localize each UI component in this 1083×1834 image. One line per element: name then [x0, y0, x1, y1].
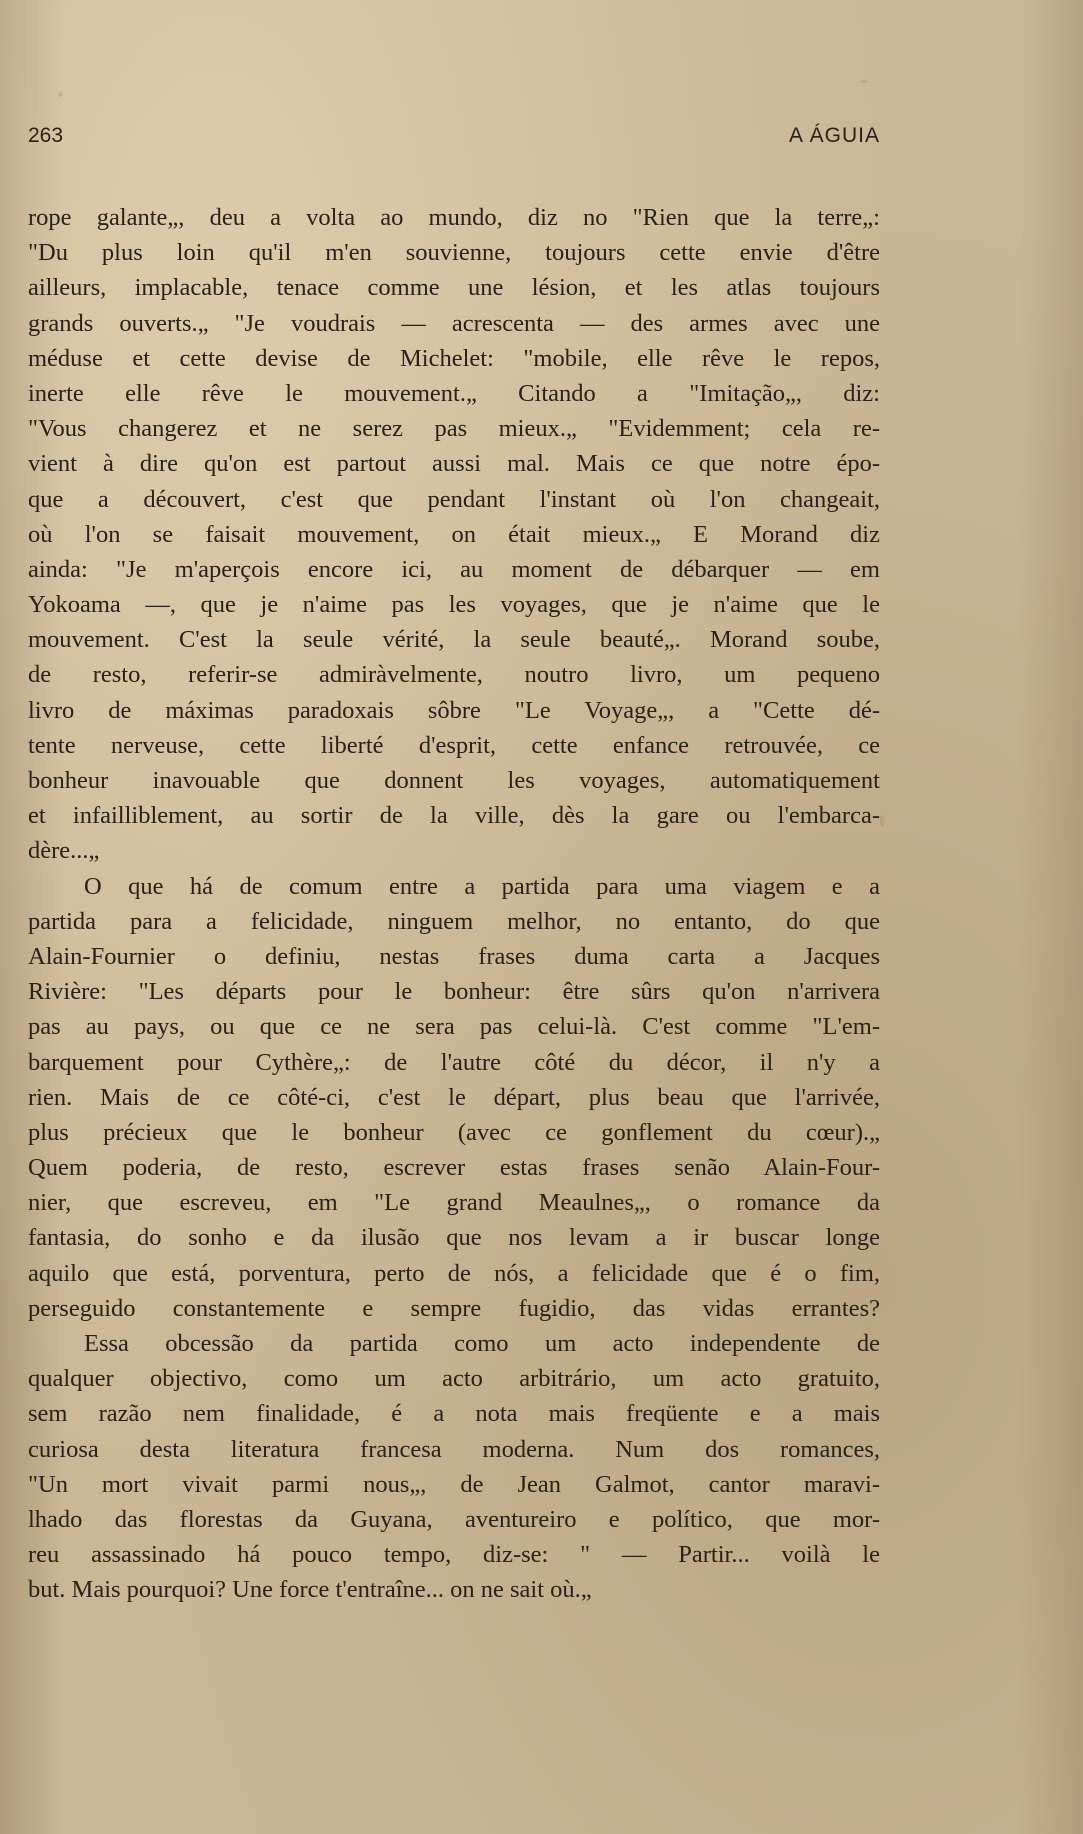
text-line: tente nerveuse, cette liberté d'esprit, cette enfance retrouvée, ce [28, 731, 880, 759]
text-line: rien. Mais de ce côté-ci, c'est le départ, plus beau que l'arrivée, [28, 1083, 880, 1111]
text-line: que a découvert, c'est que pendant l'instant où l'on changeait, [28, 485, 880, 513]
text-line: Rivière: "Les départs pour le bonheur: être sûrs qu'on n'arrivera [28, 978, 880, 1006]
paper-stain [58, 92, 63, 97]
text-line: "Un mort vivait parmi nous„, de Jean Galmot, cantor maravi- [28, 1470, 880, 1498]
text-line: "Du plus loin qu'il m'en souvienne, toujours cette envie d'être [28, 239, 880, 267]
text-line: dère...„ [28, 837, 100, 865]
text-line: rope galante„, deu a volta ao mundo, diz no "Rien que la terre„: [28, 204, 880, 231]
text-line: vient à dire qu'on est partout aussi mal. Mais ce que notre épo- [28, 450, 880, 478]
text-line: grands ouverts.„ "Je voudrais — acrescenta — des armes avec une [28, 309, 880, 337]
text-line: partida para a felicidade, ninguem melhor, no entanto, do que [28, 907, 880, 935]
text-line: sem razão nem finalidade, é a nota mais freqüente e a mais [28, 1400, 880, 1428]
text-line: "Vous changerez et ne serez pas mieux.„ "Evidemment; cela re- [28, 415, 880, 443]
text-line: but. Mais pourquoi? Une force t'entraîne... on ne sait où.„ [28, 1576, 592, 1604]
text-line: curiosa desta literatura francesa moderna. Num dos romances, [28, 1435, 880, 1463]
text-line: ainda: "Je m'aperçois encore ici, au moment de débarquer — em [28, 555, 880, 583]
text-line: O que há de comum entre a partida para uma viagem e a [84, 872, 880, 900]
body-text [28, 200, 880, 1608]
paper-stain [880, 815, 884, 827]
text-line: et infailliblement, au sortir de la ville, dès la gare ou l'embarca- [28, 802, 880, 830]
text-line: plus précieux que le bonheur (avec ce gonflement du cœur).„ [28, 1118, 880, 1146]
text-line: perseguido constantemente e sempre fugidio, das vidas errantes? [28, 1294, 880, 1322]
text-line: inerte elle rêve le mouvement.„ Citando a "Imitação„, diz: [28, 379, 880, 407]
paper-stain [860, 80, 868, 83]
text-line: de resto, referir-se admiràvelmente, noutro livro, um pequeno [28, 661, 880, 689]
text-line: mouvement. C'est la seule vérité, la seule beauté„. Morand soube, [28, 626, 880, 654]
text-line: barquement pour Cythère„: de l'autre côté du décor, il n'y a [28, 1048, 880, 1076]
text-line: Alain-Fournier o definiu, nestas frases duma carta a Jacques [28, 942, 880, 970]
text-line: qualquer objectivo, como um acto arbitrário, um acto gratuito, [28, 1365, 880, 1393]
text-line: aquilo que está, porventura, perto de nós, a felicidade que é o fim, [28, 1259, 880, 1287]
text-line: fantasia, do sonho e da ilusão que nos levam a ir buscar longe [28, 1224, 880, 1252]
text-line: où l'on se faisait mouvement, on était mieux.„ E Morand diz [28, 520, 880, 548]
text-line: reu assassinado há pouco tempo, diz-se: " — Partir... voilà le [28, 1541, 880, 1569]
text-line: pas au pays, ou que ce ne sera pas celui-là. C'est comme "L'em- [28, 1013, 880, 1041]
text-line: Yokoama —, que je n'aime pas les voyages, que je n'aime que le [28, 591, 880, 619]
text-line: Essa obcessão da partida como um acto independente de [84, 1330, 880, 1357]
text-line: livro de máximas paradoxais sôbre "Le Voyage„, a "Cette dé- [28, 696, 880, 724]
text-line: méduse et cette devise de Michelet: "mobile, elle rêve le repos, [28, 344, 880, 372]
text-line: Quem poderia, de resto, escrever estas frases senão Alain-Four- [28, 1154, 880, 1182]
text-line: nier, que escreveu, em "Le grand Meaulnes„, o romance da [28, 1189, 880, 1217]
text-line: ailleurs, implacable, tenace comme une lésion, et les atlas toujours [28, 274, 880, 302]
text-line: bonheur inavouable que donnent les voyages, automatiquement [28, 767, 880, 794]
page-header [28, 124, 880, 156]
text-line: lhado das florestas da Guyana, aventureiro e político, que mor- [28, 1505, 880, 1533]
page-number: 263 [28, 124, 64, 147]
running-head: A ÁGUIA [788, 124, 880, 147]
